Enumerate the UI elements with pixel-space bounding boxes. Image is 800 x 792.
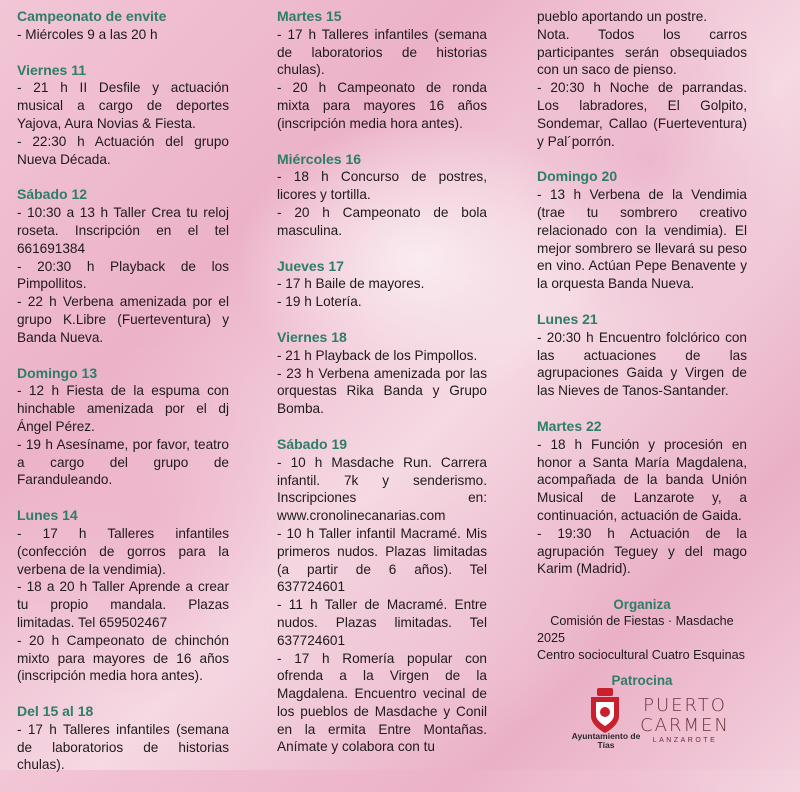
section-del-15-al-18 bbox=[17, 703, 229, 774]
puerto-carmen-line-1: PUERTO bbox=[643, 695, 727, 716]
event-item: - 18 h Concurso de postres, licores y tortilla. bbox=[277, 169, 487, 203]
event-item: - 21 h II Desfile y actuación musical a cargo de deportes Yajova, Aura Novias & Fiesta. bbox=[17, 80, 229, 131]
event-item: - 17 h Talleres infantiles (confección de gorros para la verbena de la vendimia). bbox=[17, 525, 229, 577]
column-2 bbox=[277, 8, 487, 774]
event-item: - 17 h Talleres infantiles (semana de laboratorios de historias chulas). bbox=[277, 26, 487, 78]
section-title: Campeonato de envite bbox=[17, 8, 167, 24]
patrocina-title: Patrocina bbox=[611, 673, 673, 689]
puerto-carmen-logo bbox=[640, 696, 730, 746]
event-item: - 20:30 h Playback de los Pimpollitos. bbox=[17, 258, 229, 292]
section-lunes-21 bbox=[537, 311, 747, 400]
event-item: - 10 h Taller infantil Macramé. Mis primeros nudos. Plazas limitadas (a partir de 6 años). Tel 637724601 bbox=[277, 525, 487, 595]
section-title: Sábado 12 bbox=[17, 186, 88, 203]
organiza-block bbox=[537, 596, 747, 689]
section-title: Martes 22 bbox=[537, 417, 602, 434]
event-item: - 19 h Asesíname, por favor, teatro a cargo del grupo de Faranduleando. bbox=[17, 436, 229, 488]
organiza-title: Organiza bbox=[613, 597, 671, 613]
section-title: Domingo 20 bbox=[537, 168, 618, 185]
section-title: Viernes 18 bbox=[277, 328, 347, 345]
event-item: - 12 h Fiesta de la espuma con hinchable amenizada por el dj Ángel Pérez. bbox=[17, 383, 229, 434]
section-continuation bbox=[537, 8, 747, 150]
event-item: - 20:30 h Encuentro folclórico con las actuaciones de las agrupaciones Gaida y Virgen de las Nieves de Tanos-Santander. bbox=[537, 329, 747, 399]
puerto-carmen-line-2: CARMEN bbox=[640, 715, 730, 736]
continued-text: pueblo aportando un postre. bbox=[537, 9, 708, 24]
ayuntamiento-label: Ayuntamiento de Tías bbox=[571, 731, 641, 750]
event-item: - 13 h Verbena de la Vendimia (trae tu sombrero creativo relacionado con la vendimia). El mejor sombrero se llevará su peso en vino. Actúan Pepe Benavente y la orquesta Banda Nueva. bbox=[537, 187, 747, 292]
sponsor-logos bbox=[560, 688, 760, 758]
event-item: - 17 h Baile de mayores. bbox=[277, 276, 425, 292]
section-title: Sábado 19 bbox=[277, 435, 348, 452]
event-item: - 18 a 20 h Taller Aprende a crear tu propio mandala. Plazas limitadas. Tel 659502467 bbox=[17, 579, 229, 630]
section-martes-15 bbox=[277, 8, 487, 133]
event-item: - 20 h Campeonato de chinchón mixto para mayores de 16 años (inscripción media hora antes). bbox=[17, 632, 229, 684]
organiza-line-1: Comisión de Fiestas · Masdache 2025 bbox=[537, 614, 734, 646]
section-title: Jueves 17 bbox=[277, 257, 344, 274]
section-jueves-17 bbox=[277, 258, 487, 311]
section-title: Del 15 al 18 bbox=[17, 703, 94, 720]
event-item: - Miércoles 9 a las 20 h bbox=[17, 26, 158, 42]
event-item: - 22 h Verbena amenizada por el grupo K.Libre (Fuerteventura) y Banda Nueva. bbox=[17, 294, 229, 345]
event-item: - 22:30 h Actuación del grupo Nueva Década. bbox=[17, 133, 229, 167]
puerto-carmen-line-3: LANZAROTE bbox=[652, 737, 718, 744]
section-martes-22 bbox=[537, 418, 747, 578]
section-domingo-13 bbox=[17, 365, 229, 490]
column-1 bbox=[17, 8, 229, 792]
organiza-line-2: Centro sociocultural Cuatro Esquinas bbox=[537, 648, 745, 663]
event-item: - 18 h Función y procesión en honor a Santa María Magdalena, acompañada de la banda Unión Musical de Lanzarote y, a continuación, actuación de Gaida. bbox=[537, 436, 747, 523]
event-item: - 20 h Campeonato de bola masculina. bbox=[277, 204, 487, 238]
section-title: Lunes 21 bbox=[537, 310, 598, 327]
section-title: Miércoles 16 bbox=[277, 150, 362, 167]
event-item: - 17 h Romería popular con ofrenda a la Virgen de la Magdalena. Encuentro vecinal de los pueblos de Masdache y Conil en la ermita Entre Montañas. Anímate y colabora con tu bbox=[277, 650, 487, 755]
section-viernes-18 bbox=[277, 329, 487, 418]
section-title: Lunes 14 bbox=[17, 507, 78, 524]
section-sabado-12 bbox=[17, 186, 229, 346]
event-item: - 10:30 a 13 h Taller Crea tu reloj roseta. Inscripción en el tel 661691384 bbox=[17, 205, 229, 256]
column-3 bbox=[537, 8, 747, 689]
event-item: - 23 h Verbena amenizada por las orquestas Rika Banda y Grupo Bomba. bbox=[277, 365, 487, 417]
section-miercoles-16 bbox=[277, 151, 487, 240]
event-item: - 20 h Campeonato de ronda mixta para mayores 16 años (inscripción media hora antes). bbox=[277, 80, 487, 131]
event-item: - 10 h Masdache Run. Carrera infantil. 7k y senderismo. Inscripciones en: www.cronolinecanarias.com bbox=[277, 454, 487, 524]
section-envite bbox=[17, 8, 229, 44]
event-item: - 21 h Playback de los Pimpollos. bbox=[277, 347, 478, 363]
section-domingo-20 bbox=[537, 168, 747, 293]
event-item: - 11 h Taller de Macramé. Entre nudos. Plazas limitadas. Tel 637724601 bbox=[277, 597, 487, 648]
section-title: Domingo 13 bbox=[17, 364, 98, 381]
note-text: Nota. Todos los carros participantes serán obsequiados con un saco de pienso. bbox=[537, 26, 747, 78]
section-lunes-14 bbox=[17, 507, 229, 685]
event-item: - 20:30 h Noche de parrandas. Los labradores, El Golpito, Sondemar, Callao (Fuerteventura) y Pal´porrón. bbox=[537, 80, 747, 149]
section-title: Viernes 11 bbox=[17, 61, 87, 78]
event-item: - 17 h Talleres infantiles (semana de laboratorios de historias chulas). bbox=[17, 721, 229, 773]
event-item: - 19 h Lotería. bbox=[277, 294, 362, 310]
ayuntamiento-shield-icon bbox=[588, 688, 622, 734]
event-item: - 19:30 h Actuación de la agrupación Teguey y del mago Karim (Madrid). bbox=[537, 525, 747, 577]
section-title: Martes 15 bbox=[277, 8, 342, 24]
section-sabado-19 bbox=[277, 436, 487, 756]
section-viernes-11 bbox=[17, 62, 229, 169]
